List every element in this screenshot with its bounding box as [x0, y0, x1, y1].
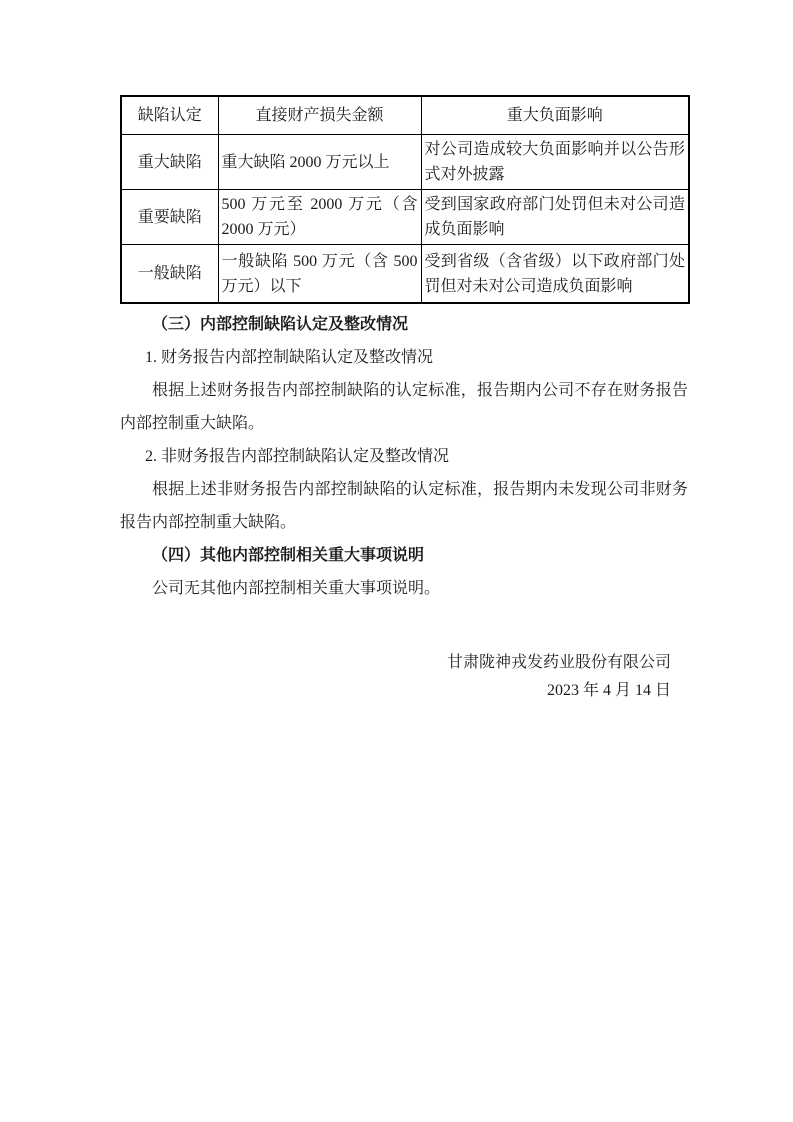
body-text: [120, 308, 688, 605]
signature-company: 甘肃陇神戎发药业股份有限公司: [446, 654, 671, 671]
signature-block: [120, 649, 688, 705]
col-header-major-negative-impact: 重大负面影响: [421, 96, 689, 135]
col-header-defect-level: 缺陷认定: [121, 96, 218, 135]
table-row: [121, 135, 689, 190]
table-row: [121, 190, 689, 245]
cell-major-negative-impact: 对公司造成较大负面影响并以公告形式对外披露: [421, 135, 689, 190]
col-header-direct-loss: 直接财产损失金额: [218, 96, 421, 135]
cell-defect-level: 重要缺陷: [121, 190, 218, 245]
cell-major-negative-impact: 受到国家政府部门处罚但未对公司造成负面影响: [421, 190, 689, 245]
document-page: [120, 95, 688, 705]
cell-direct-loss: 重大缺陷 2000 万元以上: [218, 135, 421, 190]
table-row: [121, 245, 689, 304]
cell-direct-loss: 一般缺陷 500 万元（含 500 万元）以下: [218, 245, 421, 304]
table-header-row: [121, 96, 689, 135]
cell-defect-level: 重大缺陷: [121, 135, 218, 190]
section-heading-3: （三）内部控制缺陷认定及整改情况: [152, 316, 409, 333]
defect-criteria-table: [120, 95, 690, 304]
signature-date: 2023 年 4 月 14 日: [546, 682, 671, 699]
cell-direct-loss: 500 万元至 2000 万元（含 2000 万元）: [218, 190, 421, 245]
subsection-1-title: 1. 财务报告内部控制缺陷认定及整改情况: [145, 349, 434, 366]
subsection-2-title: 2. 非财务报告内部控制缺陷认定及整改情况: [145, 448, 450, 465]
subsection-2-paragraph: 根据上述非财务报告内部控制缺陷的认定标准，报告期内未发现公司非财务报告内部控制重大缺陷。: [120, 481, 688, 531]
section-heading-4: （四）其他内部控制相关重大事项说明: [152, 547, 425, 564]
cell-defect-level: 一般缺陷: [121, 245, 218, 304]
cell-major-negative-impact: 受到省级（含省级）以下政府部门处罚但对未对公司造成负面影响: [421, 245, 689, 304]
section-4-paragraph: 公司无其他内部控制相关重大事项说明。: [152, 580, 441, 597]
subsection-1-paragraph: 根据上述财务报告内部控制缺陷的认定标准，报告期内公司不存在财务报告内部控制重大缺陷。: [120, 382, 688, 432]
